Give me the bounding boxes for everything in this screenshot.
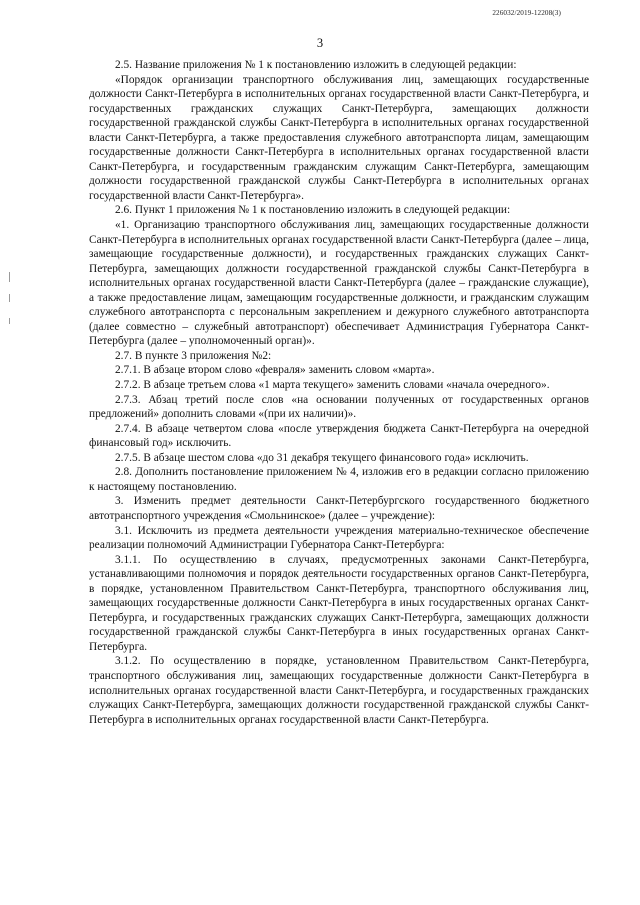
paragraph-2-7-1: 2.7.1. В абзаце втором слово «февраля» заменить словом «марта». [115, 364, 435, 377]
paragraph-2-5: 2.5. Название приложения № 1 к постановлению изложить в следующей редакции: [115, 59, 517, 71]
paragraph-2-6-text: «1. Организацию транспортного обслуживания лиц, замещающих государственные должности Санкт-Петербурга в исполнительных органах государственной власти Санкт-Петербурга (далее – лица, замещающие государственные должности), и государственных гражданских служащих Санкт-Петербурга, замещающих должности государственной гражданской службы Санкт-Петербурга в исполнительных органах государственной власти Санкт-Петербурга (далее – гражданские служащие), а также предоставление лицам, замещающим государственные должности, и гражданским служащим служебного автотранспорта с персональным закреплением и дежурного служебного автотранспорта (далее совместно – служебный автотранспорт) обеспечивает Администрация Губернатора Санкт-Петербурга (далее – уполномоченный орган)». [89, 219, 590, 348]
paragraph-2-7-2: 2.7.2. В абзаце третьем слова «1 марта текущего» заменить словами «начала очередного». [115, 379, 550, 392]
paragraph-3-1: 3.1. Исключить из предмета деятельности учреждения материально-техническое обеспечение реализации полномочий Администрации Губернатора Санкт-Петербурга: [89, 524, 589, 552]
paragraph-2-6: 2.6. Пункт 1 приложения № 1 к постановлению изложить в следующей редакции: [115, 204, 511, 217]
page-number: 3 [316, 36, 324, 50]
paragraph-3-1-2: 3.1.2. По осуществлению в порядке, установленном Правительством Санкт-Петербурга, транспортного обслуживания лиц, замещающих государственные должности Санкт-Петербурга в исполнительных органах государственной власти Санкт-Петербурга, и государственных гражданских служащих Санкт-Петербурга, замещающих должности государственной гражданской службы Санкт-Петербурга в исполнительных органах государственной власти Санкт-Петербурга. [89, 655, 589, 726]
paragraph-3: 3. Изменить предмет деятельности Санкт-Петербургского государственного бюджетного автотранспортного учреждения «Смольнинское» (далее – учреждение): [89, 495, 589, 522]
paragraph-2-7-3: 2.7.3. Абзац третий после слов «на основании полученных от государственных органов предложений» дополнить словами «(при их наличии)». [89, 393, 589, 421]
document-registration-number: 226032/2019-12208(3) [492, 9, 561, 17]
paragraph-2-5-text: «Порядок организации транспортного обслуживания лиц, замещающих государственные должности Санкт-Петербурга в исполнительных органах государственной власти Санкт-Петербурга, и государственных гражданских служащих Санкт-Петербурга, замещающих должности государственной гражданской службы Санкт-Петербурга в исполнительных органах государственной власти Санкт-Петербурга, а также предоставления служебного автотранспорта лицам, замещающим государственные должности Санкт-Петербурга в исполнительных органах государственной власти Санкт-Петербурга, и государственным гражданским служащим Санкт-Петербурга, замещающим должности государственной гражданской службы Санкт-Петербурга в исполнительных органах государственной власти Санкт-Петербурга». [89, 73, 589, 202]
paragraph-2-7-4: 2.7.4. В абзаце четвертом слова «после утверждения бюджета Санкт-Петербурга на очередной финансовый год» исключить. [89, 422, 589, 450]
scan-artifact [9, 318, 10, 324]
scan-artifact [9, 294, 10, 302]
paragraph-2-8: 2.8. Дополнить постановление приложением № 4, изложив его в редакции согласно приложению к настоящему постановлению. [89, 466, 589, 493]
paragraph-3-1-1: 3.1.1. По осуществлению в случаях, предусмотренных законами Санкт-Петербурга, устанавливающими полномочия и порядок деятельности государственных органов Санкт-Петербурга, в порядке, установленном Правительством Санкт-Петербурга, транспортного обслуживания лиц, замещающих государственные должности Санкт-Петербурга в иных государственных органах Санкт-Петербурга, и государственных гражданских служащих Санкт-Петербурга, замещающих должности государственной гражданской службы Санкт-Петербурга в иных государственных органах Санкт-Петербурга. [89, 553, 589, 653]
paragraph-2-7: 2.7. В пункте 3 приложения №2: [115, 349, 272, 362]
document-body [89, 58, 589, 727]
scan-artifact [9, 272, 10, 282]
paragraph-2-7-5: 2.7.5. В абзаце шестом слова «до 31 декабря текущего финансового года» исключить. [115, 451, 529, 464]
